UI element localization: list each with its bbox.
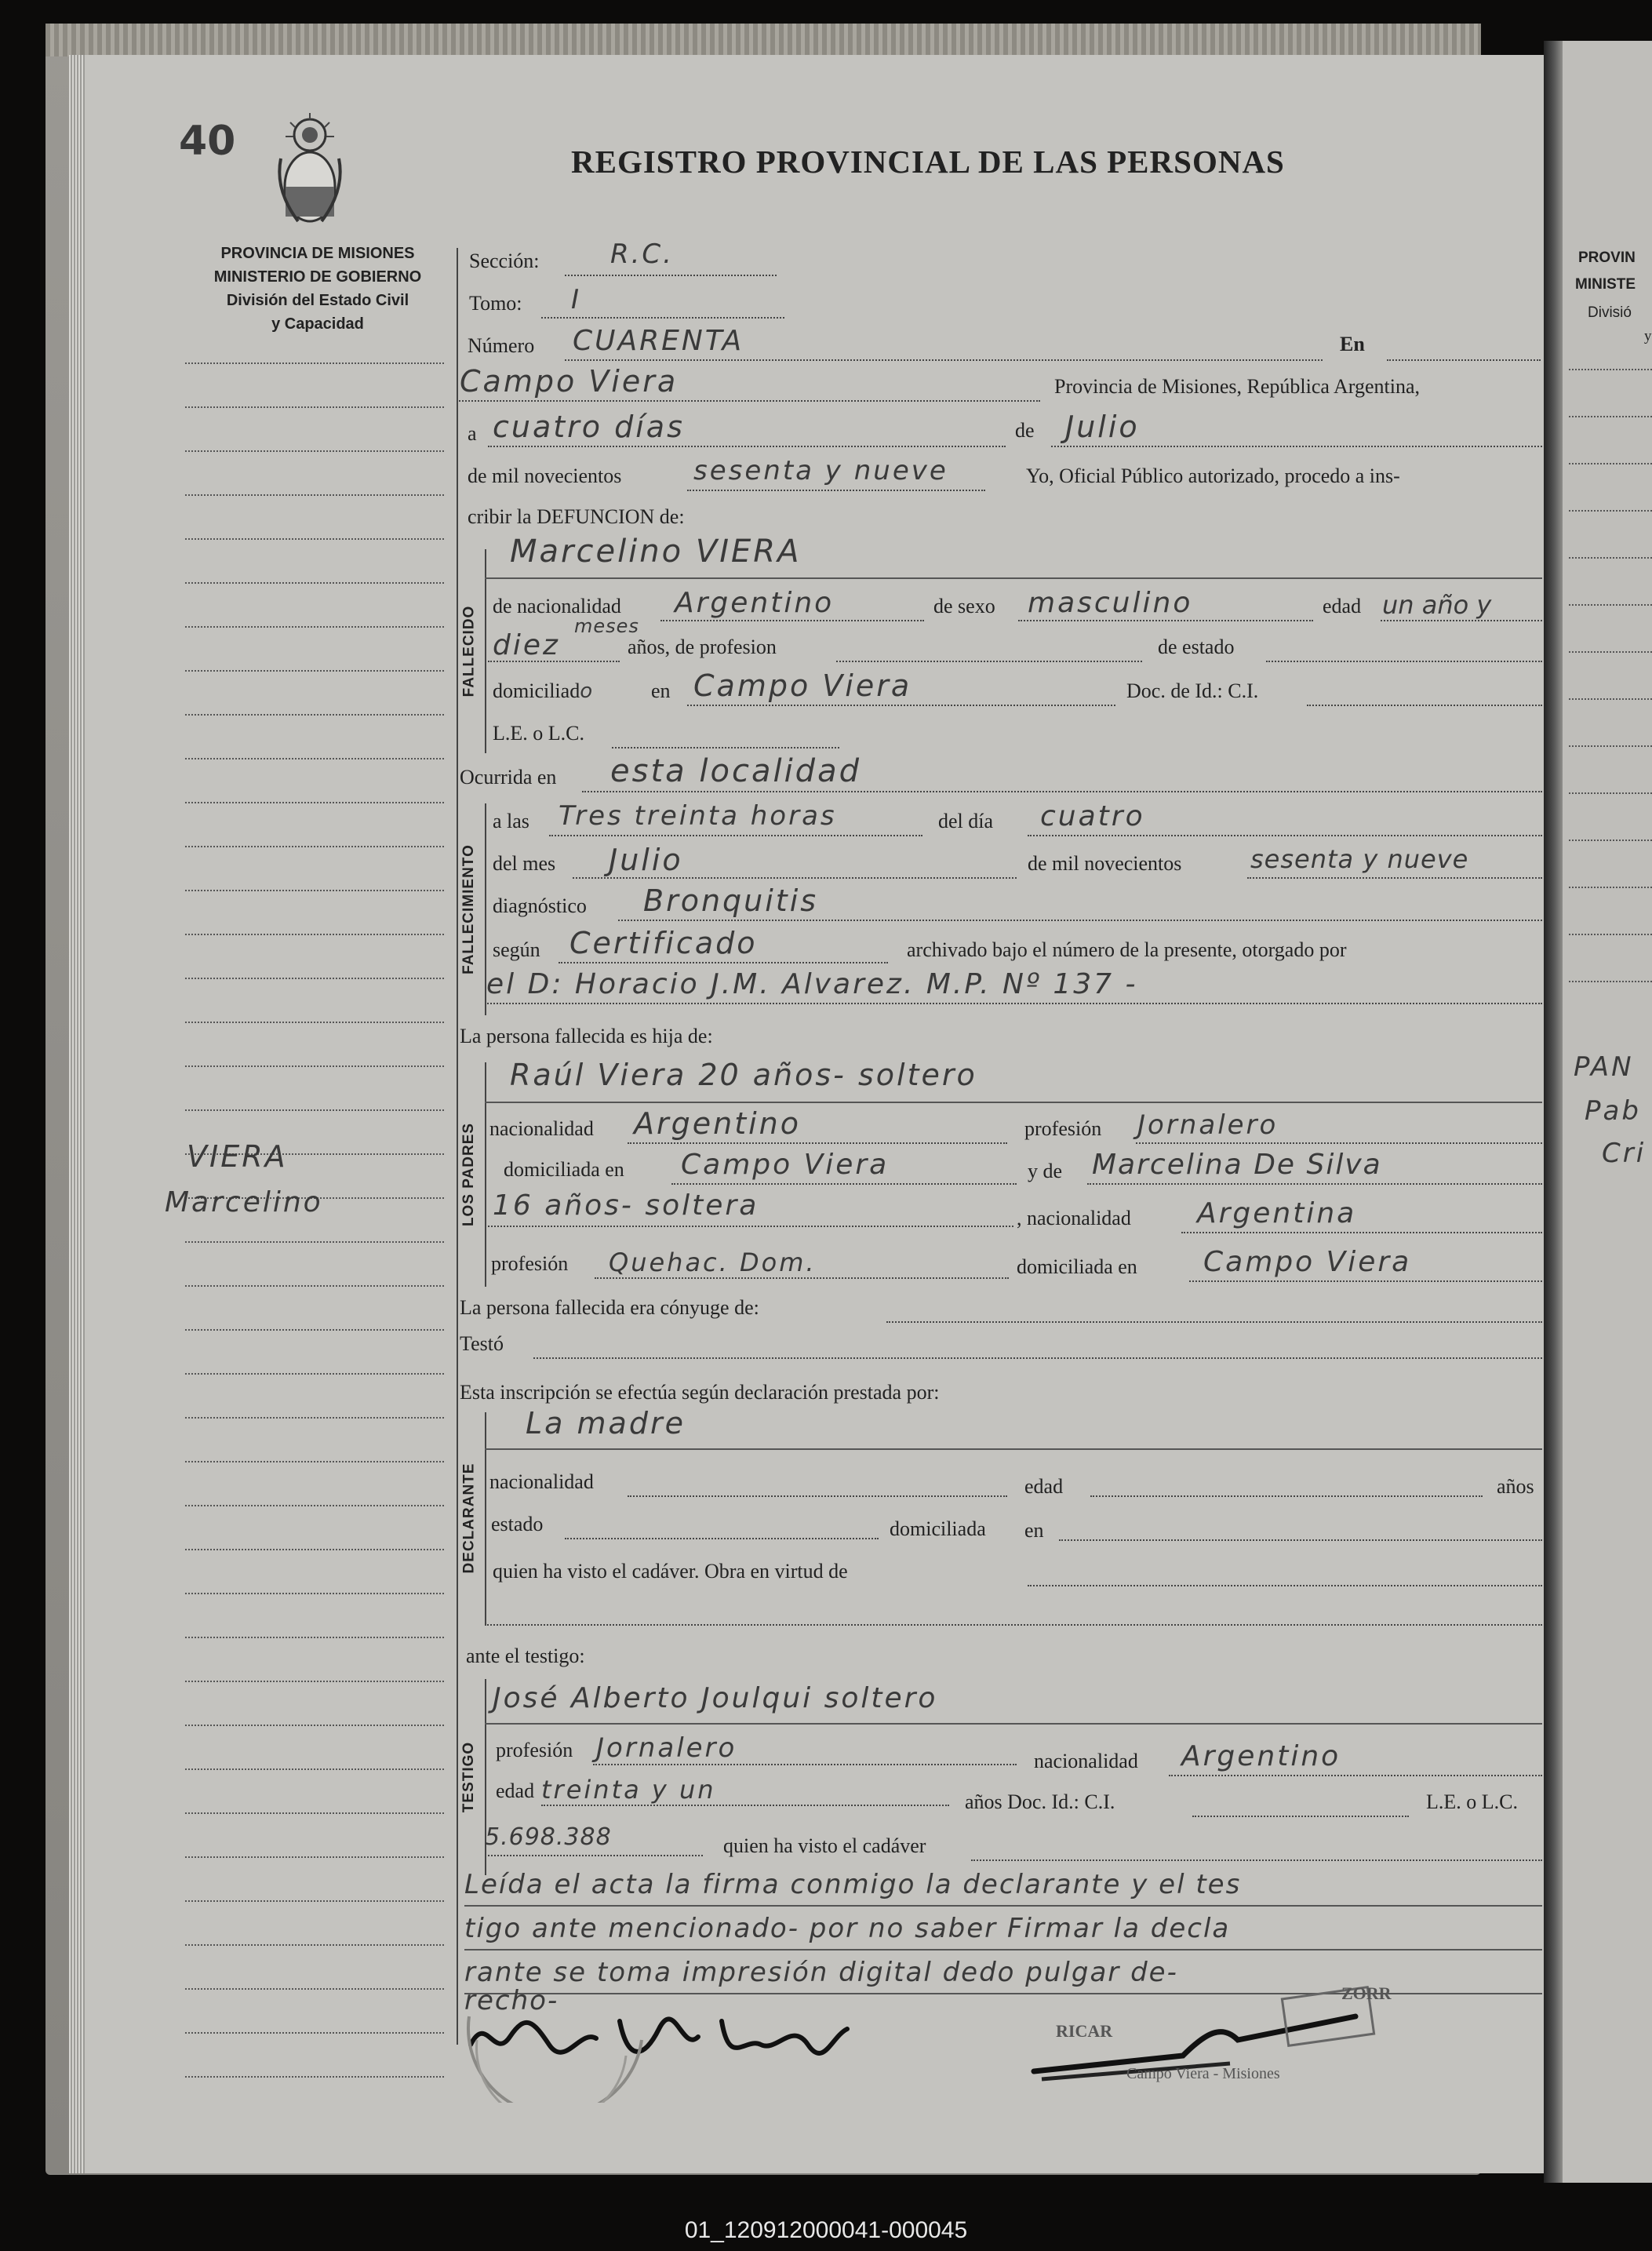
padres-domiciliada2-label: domiciliada en bbox=[1017, 1255, 1137, 1278]
y-de-label: y de bbox=[1028, 1160, 1063, 1182]
authority-line-4: y Capacidad bbox=[271, 315, 364, 333]
conyuge-label: La persona fallecida era cónyuge de: bbox=[460, 1296, 759, 1319]
testigo-section-label: TESTIGO bbox=[460, 1741, 477, 1813]
padres-rule bbox=[485, 1062, 486, 1287]
testigo-le-label: L.E. o L.C. bbox=[1426, 1790, 1518, 1813]
declarante-estado-label: estado bbox=[491, 1513, 544, 1535]
fallecimiento-year-prefix: de mil novecientos bbox=[1028, 852, 1182, 875]
declarante-anos-label: años bbox=[1497, 1475, 1534, 1498]
fallecido-sexo-label: de sexo bbox=[933, 595, 995, 617]
mes-value: Julio bbox=[609, 843, 683, 877]
facing-hand-3: Cri bbox=[1602, 1138, 1647, 1169]
testigo-nacionalidad-value: Argentino bbox=[1181, 1740, 1341, 1772]
closing-line-2: tigo ante mencionado- por no saber Firmar la decla bbox=[464, 1913, 1231, 1944]
scan-identifier: 01_120912000041-000045 bbox=[684, 2217, 968, 2243]
testigo-visto-label: quien ha visto el cadáver bbox=[723, 1834, 926, 1857]
place-suffix: Provincia de Misiones, República Argentina, bbox=[1054, 375, 1420, 398]
margin-surname: VIERA bbox=[187, 1139, 288, 1174]
testigo-ci-value: 5.698.388 bbox=[485, 1823, 612, 1851]
fallecimiento-year-value: sesenta y nueve bbox=[1250, 844, 1469, 874]
issuing-authority bbox=[188, 242, 447, 336]
closing-line-1: Leída el acta la firma conmigo la declarante y el tes bbox=[464, 1869, 1242, 1900]
diagnostico-label: diagnóstico bbox=[493, 894, 587, 917]
padres-intro: La persona fallecida es hija de: bbox=[460, 1025, 713, 1047]
fallecido-le-label: L.E. o L.C. bbox=[493, 722, 584, 745]
stamp-name: RICAR bbox=[1056, 2021, 1113, 2041]
testigo-profesion-value: Jornalero bbox=[596, 1732, 737, 1764]
padres-profesion-label: profesión bbox=[1024, 1117, 1102, 1140]
fallecido-en-label: en bbox=[651, 679, 671, 702]
padres-section-label: LOS PADRES bbox=[460, 1122, 478, 1227]
domiciliado-label: domiciliad bbox=[493, 679, 580, 702]
seccion-value: R.C. bbox=[610, 239, 674, 270]
authority-line-2: MINISTERIO DE GOBIERNO bbox=[213, 268, 422, 286]
declarante-edad-label: edad bbox=[1024, 1475, 1064, 1498]
fallecido-anos-label: años, de profesion bbox=[628, 636, 777, 658]
padres-nacionalidad-value: Argentino bbox=[634, 1106, 801, 1141]
book-spine-top bbox=[45, 24, 1481, 56]
day-prefix: a bbox=[468, 422, 477, 445]
testigo-name: José Alberto Joulqui soltero bbox=[493, 1682, 938, 1714]
declaracion-label: Esta inscripción se efectúa según declaración prestada por: bbox=[460, 1381, 940, 1404]
ocurrida-label: Ocurrida en bbox=[460, 766, 557, 789]
day-value: cuatro días bbox=[493, 410, 685, 444]
authority-line-3: División del Estado Civil bbox=[226, 292, 409, 309]
place-value: Campo Viera bbox=[460, 364, 679, 399]
stamp-right: ZORR bbox=[1341, 1983, 1392, 2003]
facing-hand-1: PAN bbox=[1574, 1051, 1634, 1083]
fallecido-nacionalidad-label: de nacionalidad bbox=[493, 595, 621, 617]
tomo-label: Tomo: bbox=[469, 292, 522, 315]
year-value: sesenta y nueve bbox=[693, 455, 948, 486]
inscribir-text: cribir la DEFUNCION de: bbox=[468, 505, 685, 528]
declarante-section-label: DECLARANTE bbox=[460, 1462, 478, 1574]
fallecido-doc-label: Doc. de Id.: C.I. bbox=[1126, 679, 1259, 702]
fallecido-estado-label: de estado bbox=[1158, 636, 1235, 658]
coat-of-arms-icon bbox=[275, 111, 345, 229]
padres-nacionalidad2-value: Argentina bbox=[1197, 1197, 1357, 1229]
diagnostico-value: Bronquitis bbox=[643, 883, 819, 918]
margin-given-name: Marcelino bbox=[165, 1186, 323, 1218]
fallecido-edad-label: edad bbox=[1323, 595, 1362, 617]
madre-value: Marcelina De Silva bbox=[1092, 1149, 1382, 1181]
declarante-rule bbox=[485, 1412, 486, 1624]
padres-profesion2-label: profesión bbox=[491, 1252, 569, 1275]
padres-domiciliada-value: Campo Viera bbox=[681, 1149, 890, 1181]
declarante-domiciliada-label: domiciliada bbox=[890, 1517, 986, 1540]
hora-value: Tres treinta horas bbox=[559, 800, 837, 832]
ante-testigo-label: ante el testigo: bbox=[466, 1645, 585, 1667]
oficial-text: Yo, Oficial Público autorizado, procedo a ins- bbox=[1026, 464, 1400, 487]
padres-nacionalidad-label: nacionalidad bbox=[489, 1117, 594, 1140]
segun-value: Certificado bbox=[569, 926, 758, 960]
fallecido-domicilio-value: Campo Viera bbox=[693, 668, 912, 703]
testigo-edad-value: treinta y un bbox=[541, 1775, 716, 1805]
madre-detail: 16 años- soltera bbox=[493, 1189, 759, 1222]
testigo-anos-doc-label: años Doc. Id.: C.I. bbox=[965, 1790, 1115, 1813]
page-edges bbox=[69, 55, 85, 2173]
closing-line-3: rante se toma impresión digital dedo pulgar de- bbox=[464, 1957, 1178, 1988]
del-mes-label: del mes bbox=[493, 852, 556, 875]
folio-number: 40 bbox=[179, 118, 236, 165]
fallecido-sexo-value: masculino bbox=[1028, 587, 1193, 619]
seccion-label: Sección: bbox=[469, 250, 540, 272]
facing-header-3: Divisió bbox=[1588, 304, 1632, 321]
padres-profesion2-value: Quehac. Dom. bbox=[609, 1248, 817, 1277]
numero-value: CUARENTA bbox=[573, 325, 744, 357]
testigo-nacionalidad-label: nacionalidad bbox=[1034, 1750, 1138, 1772]
padres-nacionalidad2-label: , nacionalidad bbox=[1017, 1207, 1131, 1229]
fallecido-section-label: FALLECIDO bbox=[460, 605, 478, 698]
facing-header-1: PROVIN bbox=[1578, 250, 1636, 266]
testigo-profesion-label: profesión bbox=[496, 1739, 573, 1761]
fallecido-domicilio-label bbox=[493, 679, 595, 703]
facing-header-2: MINISTE bbox=[1575, 276, 1636, 293]
ocurrida-value: esta localidad bbox=[610, 753, 861, 789]
page-title: REGISTRO PROVINCIAL DE LAS PERSONAS bbox=[571, 144, 1285, 180]
fallecido-edad-diez: diez bbox=[493, 629, 560, 661]
padre-value: Raúl Viera 20 años- soltero bbox=[510, 1058, 977, 1092]
padres-domiciliada2-value: Campo Viera bbox=[1203, 1246, 1412, 1278]
declarante-name: La madre bbox=[526, 1406, 686, 1441]
official-seal-stamp bbox=[461, 2009, 650, 2103]
padres-profesion-value: Jornalero bbox=[1137, 1109, 1279, 1141]
book-gutter bbox=[1544, 41, 1564, 2183]
facing-header-4: y bbox=[1644, 328, 1652, 344]
padres-domiciliada-label: domiciliada en bbox=[504, 1158, 624, 1181]
facing-hand-2: Pab bbox=[1585, 1095, 1641, 1127]
year-prefix: de mil novecientos bbox=[468, 464, 622, 487]
doctor-value: el D: Horacio J.M. Alvarez. M.P. Nº 137 - bbox=[486, 968, 1138, 1000]
del-dia-label: del día bbox=[938, 810, 994, 832]
dia-value: cuatro bbox=[1040, 800, 1145, 832]
fallecimiento-section-label: FALLECIMIENTO bbox=[460, 844, 477, 974]
month-prefix: de bbox=[1015, 419, 1035, 442]
fallecido-nacionalidad-value: Argentino bbox=[675, 587, 835, 619]
authority-line-1: PROVINCIA DE MISIONES bbox=[220, 245, 415, 262]
fallecido-rule bbox=[485, 549, 486, 753]
declarante-nacionalidad-label: nacionalidad bbox=[489, 1470, 594, 1493]
tomo-value: I bbox=[571, 284, 582, 315]
fallecido-name: Marcelino VIERA bbox=[510, 534, 802, 570]
declarante-en-label: en bbox=[1024, 1519, 1044, 1542]
segun-label: según bbox=[493, 938, 540, 961]
fallecido-meses: meses bbox=[574, 615, 639, 637]
a-las-label: a las bbox=[493, 810, 529, 832]
testo-label: Testó bbox=[460, 1332, 504, 1355]
closing-line-4: recho- bbox=[464, 1985, 559, 2016]
fallecido-edad-value: un año y bbox=[1382, 590, 1492, 620]
testigo-edad-label: edad bbox=[496, 1779, 535, 1802]
stamp-place: Campo Viera - Misiones bbox=[1126, 2065, 1280, 2082]
archivado-text: archivado bajo el número de la presente, otorgado por bbox=[907, 938, 1347, 961]
declarante-visto-label: quien ha visto el cadáver. Obra en virtud de bbox=[493, 1560, 848, 1583]
month-value: Julio bbox=[1065, 410, 1140, 444]
en-label: En bbox=[1340, 333, 1365, 355]
domiciliado-suffix: o bbox=[580, 679, 595, 703]
numero-label: Número bbox=[468, 334, 535, 357]
